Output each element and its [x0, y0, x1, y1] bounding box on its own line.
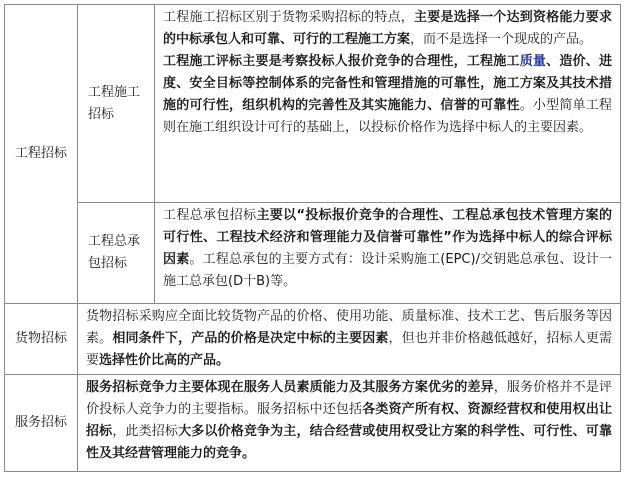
emphasis-text: 服务招标竞争力主要体现在服务人员素质能力及其服务方案优劣的差异 [86, 380, 494, 395]
highlighted-term: 质量 [519, 54, 547, 69]
body-text: 工程总承包招标 [163, 208, 257, 223]
table-row [5, 375, 621, 472]
emphasis-text: 工程施工评标主要是考察投标人报价竞争的合理性，工程施工 [163, 54, 520, 69]
emphasis-text: 主要以“投标报价竞争的合理性、工程总承包技术管理方案的可行性、工程技术经济和管理能力及信誉可靠性”作为选择中标人的综合评标因素 [163, 208, 612, 267]
description-cell [155, 203, 621, 304]
table-row [5, 304, 621, 375]
paragraph [86, 306, 612, 372]
body-text: ，服务价格并不是评价投标人竞争力的主要指标。服务招标中还包括 [86, 380, 612, 417]
description-cell [78, 304, 621, 375]
body-text: ，此类招标 [112, 424, 179, 439]
category-cell: 货物招标 [5, 304, 78, 375]
subcategory-cell: 工程施工招标 [78, 5, 155, 203]
paragraph [163, 7, 612, 51]
emphasis-text: 大多以价格竞争为主，结合经营或使用权受让方案的科学性、可行性、可靠性及其经营管理能力的竞争。 [86, 424, 612, 461]
body-text: ，而不是选择一个现成的产品。 [410, 32, 593, 47]
emphasis-text: 选择性价比高的产品。 [99, 353, 230, 368]
emphasis-text: 相同条件下，产品的价格是决定中标的主要因素 [112, 331, 389, 346]
body-text: 工程施工招标区别于货物采购招标的特点， [163, 10, 415, 25]
description-cell [78, 375, 621, 472]
emphasis-text: 、造价、进度、安全目标等控制体系的完备性和管理措施的可靠性，施工方案及其技术措施的可行性，组织机构的完善性及其实施能力、信誉的可靠性 [163, 54, 612, 113]
body-text: 。工程总承包的主要方式有：设计采购施工(EPC)/交钥匙总承包、设计一施工总承包(D十B)等。 [163, 252, 612, 289]
bidding-table [4, 4, 621, 472]
category-cell: 工程招标 [5, 5, 78, 304]
description-cell [155, 5, 621, 203]
table-row [5, 5, 621, 203]
body-text: 。小型简单工程则在施工组织设计可行的基础上，以投标价格作为选择中标人的主要因素。 [163, 98, 612, 135]
paragraph [86, 377, 612, 465]
body-text: 货物招标采购应全面比较货物产品的价格、使用功能、质量标准、技术工艺、售后服务等因素。 [86, 309, 612, 346]
subcategory-cell: 工程总承包招标 [78, 203, 155, 304]
emphasis-text: 主要是选择一个达到资格能力要求的中标承包人和可靠、可行的工程施工方案 [163, 10, 612, 47]
category-cell: 服务招标 [5, 375, 78, 472]
table-row [5, 203, 621, 304]
emphasis-text: 各类资产所有权、资源经营权和使用权出让招标 [86, 402, 612, 439]
body-text: ，但也并非价格越低越好，招标人更需要 [86, 331, 612, 368]
paragraph [163, 205, 612, 293]
paragraph [163, 51, 612, 139]
